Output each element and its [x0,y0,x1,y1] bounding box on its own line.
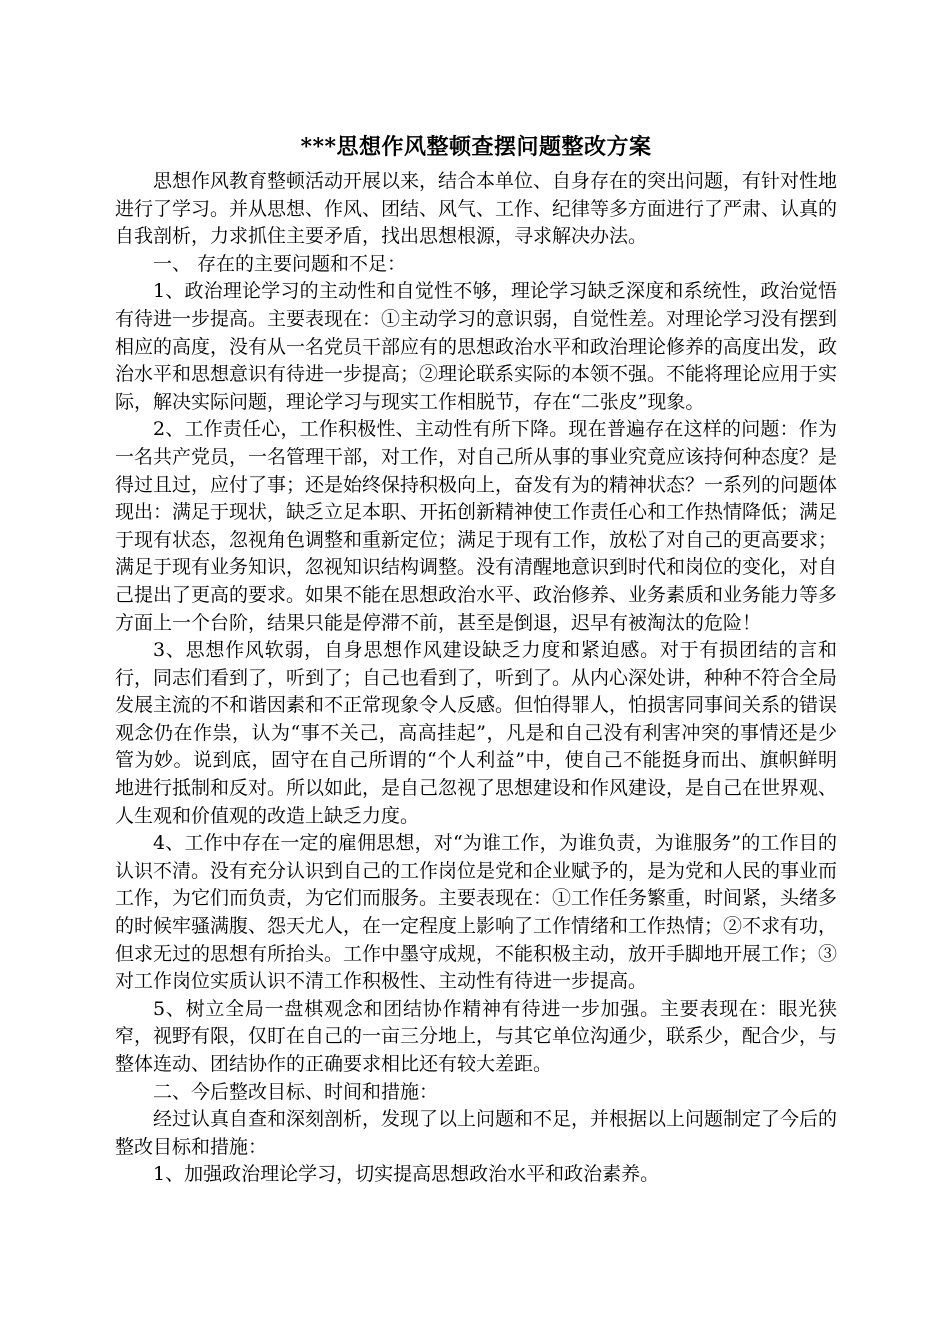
document-body [115,132,837,1189]
goals-intro-paragraph: 经过认真自查和深刻剖析，发现了以上问题和不足，并根据以上问题制定了今后的整改目标和措施： [115,1108,838,1158]
intro-paragraph: 思想作风教育整顿活动开展以来，结合本单位、自身存在的突出问题，有针对性地进行了学习。并从思想、作风、团结、风气、工作、纪律等多方面进行了严肃、认真的自我剖析，力求抓住主要矛盾，找出思想根源，寻求解决办法。 [115,170,838,248]
section-heading-problems: 一、 存在的主要问题和不足： [153,252,407,275]
section-heading-goals: 二、今后整改目标、时间和措施： [153,1080,439,1103]
problem-paragraph-4: 4、工作中存在一定的雇佣思想，对“为谁工作，为谁负责，为谁服务”的工作目的认识不清。没有充分认识到自己的工作岗位是党和企业赋予的，是为党和人民的事业而工作，为它们而负责，为它们而服务。主要表现在：①工作任务繁重，时间紧，头绪多的时候牢骚满腹、怨天尤人，在一定程度上影响了工作情绪和工作热情；②不求有功，但求无过的思想有所抬头。工作中墨守成规，不能积极主动，放开手脚地开展工作；③对工作岗位实质认识不清工作积极性、主动性有待进一步提高。 [115,832,838,993]
problem-paragraph-1: 1、政治理论学习的主动性和自觉性不够，理论学习缺乏深度和系统性，政治觉悟有待进一步提高。主要表现在：①主动学习的意识弱，自觉性差。对理论学习没有摆到相应的高度，没有从一名党员干部应有的思想政治水平和政治理论修养的高度出发，政治水平和思想意识有待进一步提高；②理论联系实际的本领不强。不能将理论应用于实际，解决实际问题，理论学习与现实工作相脱节，存在“二张皮”现象。 [115,280,838,413]
document-title: ***思想作风整顿查摆问题整改方案 [300,134,652,160]
goal-item-1: 1、加强政治理论学习，切实提高思想政治水平和政治素养。 [153,1163,660,1186]
problem-paragraph-3: 3、思想作风软弱，自身思想作风建设缺乏力度和紧迫感。对于有损团结的言和行，同志们看到了，听到了；自己也看到了，听到了。从内心深处讲，种种不符合全局发展主流的不和谐因素和不正常现象令人反感。但怕得罪人，怕损害同事间关系的错误观念仍在作祟，认为“事不关己，高高挂起”，凡是和自己没有利害冲突的事情还是少管为妙。说到底，固守在自己所谓的“个人利益”中，使自己不能挺身而出、旗帜鲜明地进行抵制和反对。所以如此，是自己忽视了思想建设和作风建设，是自己在世界观、人生观和价值观的改造上缺乏力度。 [115,639,838,827]
problem-paragraph-5: 5、树立全局一盘棋观念和团结协作精神有待进一步加强。主要表现在：眼光狭窄，视野有限，仅盯在自己的一亩三分地上，与其它单位沟通少，联系少，配合少，与整体连动、团结协作的正确要求相比还有较大差距。 [115,997,838,1075]
problem-paragraph-2: 2、工作责任心，工作积极性、主动性有所下降。现在普遍存在这样的问题：作为一名共产党员，一名管理干部，对工作，对自己所从事的事业究竟应该持何种态度？是得过且过，应付了事；还是始终保持积极向上，奋发有为的精神状态？一系列的问题体现出：满足于现状，缺乏立足本职、开拓创新精神使工作责任心和工作热情降低；满足于现有状态，忽视角色调整和重新定位；满足于现有工作，放松了对自己的更高要求；满足于现有业务知识，忽视知识结构调整。没有清醒地意识到时代和岗位的变化，对自己提出了更高的要求。如果不能在思想政治水平、政治修养、业务素质和业务能力等多方面上一个台阶，结果只能是停滞不前，甚至是倒退，迟早有被淘汰的危险！ [115,418,838,634]
